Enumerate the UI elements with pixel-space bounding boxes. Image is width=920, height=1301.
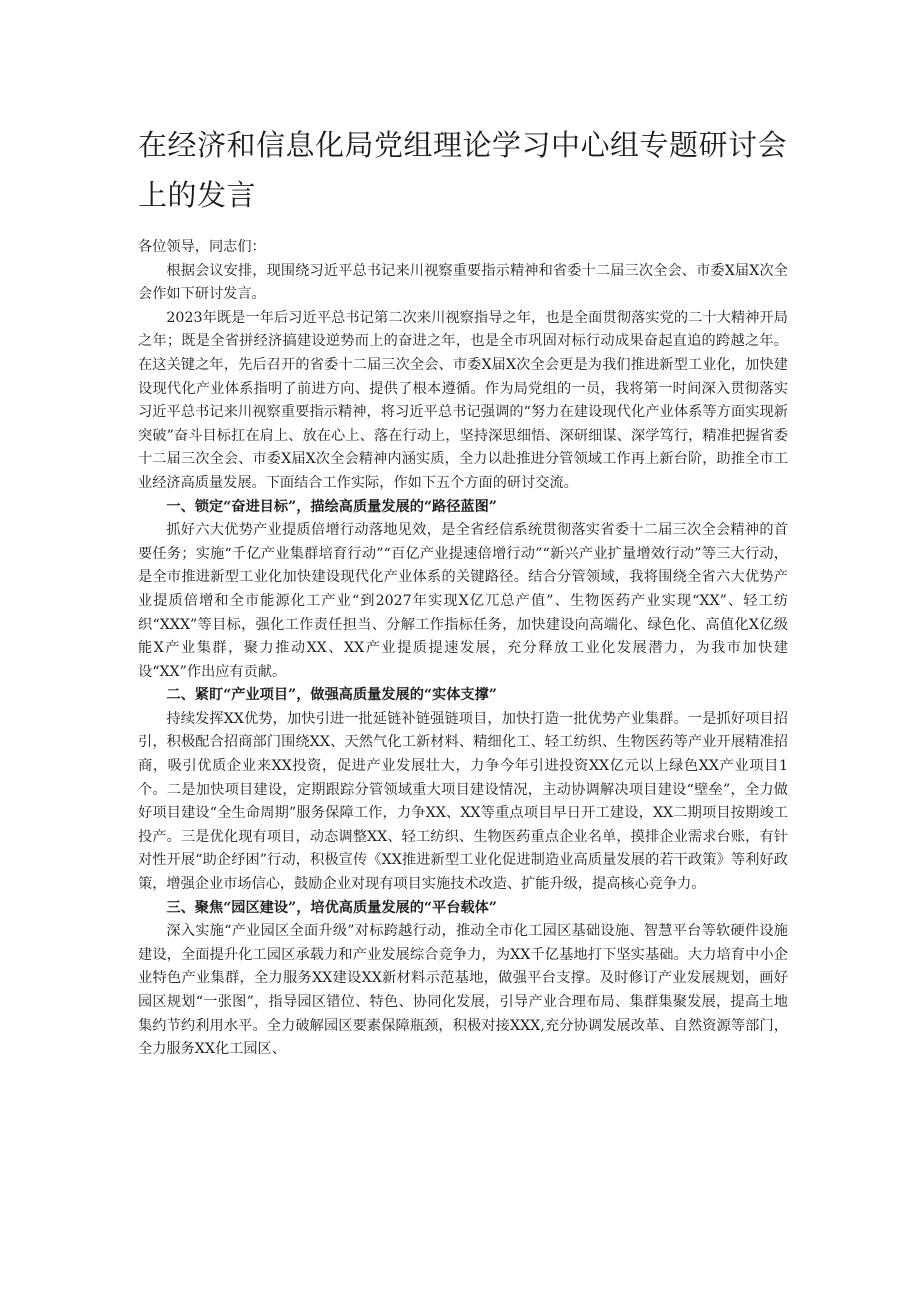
section-heading: 一、锁定“奋进目标”，描绘高质量发展的“路径蓝图”	[166, 498, 497, 515]
intro-paragraph-1: 根据会议安排，现围绕习近平总书记来川视察重要指示精神和省委十二届三次全会、市委X届X次全会作如下研讨发言。	[138, 262, 788, 303]
section-paragraph: 抓好六大优势产业提质倍增行动落地见效，是全省经信系统贯彻落实省委十二届三次全会精神的首要任务；实施“千亿产业集群培育行动”“百亿产业提速倍增行动”“新兴产业扩量增效行动”等三大行动，是全市推进新型工业化加快建设现代化产业体系的关键路径。结合分管领域，我将围绕全省六大优势产业提质倍增和全市能源化工产业“到2027年实现X亿兀总产值”、生物医药产业实现“XX”、轻工纺织“XXX”等目标，强化工作责任担当、分解工作指标任务，加快建设向高端化、绿色化、高值化X亿级能X产业集群，聚力推动XX、XX产业提质提速发展，充分释放工业化发展潜力，为我市加快建设“XX”作出应有贡献。	[138, 522, 788, 680]
section-3	[138, 897, 788, 1062]
salutation: 各位领导，同志们：	[138, 239, 266, 255]
section-2	[138, 684, 788, 896]
section-heading: 三、聚焦“园区建设”，培优高质量发展的“平台载体”	[166, 899, 497, 916]
intro-paragraph-2: 2023年既是一年后习近平总书记第二次来川视察指导之年，也是全面贯彻落实党的二十大精神开局之年；既是全省拼经济搞建设逆势而上的奋进之年，也是全市巩固对标行动成果奋起直追的跨越之年。在这关键之年，先后召开的省委十二届三次全会、市委X届X次全会更是为我们推进新型工业化，加快建设现代化产业体系指明了前进方向、提供了根本遵循。作为局党组的一员，我将第一时间深入贯彻落实习近平总书记来川视察重要指示精神，将习近平总书记强调的“努力在建设现代化产业体系等方面实现新突破”奋斗目标扛在肩上、放在心上、落在行动上，坚持深思细悟、深研细谋、深学笃行，精准把握省委十二届三次全会、市委X届X次全会精神内涵实质，全力以赴推进分管领域工作再上新台阶，助推全市工业经济高质量发展。下面结合工作实际，作如下五个方面的研讨交流。	[138, 309, 788, 491]
section-paragraph: 深入实施“产业园区全面升级”对标跨越行动，推动全市化工园区基础设施、智慧平台等软硬件设施建设，全面提升化工园区承载力和产业发展综合竞争力，为XX千亿基地打下坚实基础。大力培育中小企业特色产业集群，全力服务XX建设XX新材料示范基地，做强平台支撑。及时修订产业发展规划，画好园区规划“一张图”，指导园区错位、特色、协同化发展，引导产业合理布局、集群集聚发展，提高土地集约节约利用水平。全力破解园区要素保障瓶颈，积极对接XXX,充分协调发展改革、自然资源等部门，全力服务XX化工园区、	[138, 923, 788, 1058]
document-title: 在经济和信息化局党组理论学习中心组专题研讨会上的发言	[138, 128, 788, 212]
section-paragraph: 持续发挥XX优势，加快引进一批延链补链强链项目，加快打造一批优势产业集群。一是抓好项目招引，积极配合招商部门围绕XX、天然气化工新材料、精细化工、轻工纺织、生物医药等产业开展精准招商，吸引优质企业来XX投资，促进产业发展壮大，力争今年引进投资XX亿元以上绿色XX产业项目1个。二是加快项目建设，定期跟踪分管领域重大项目建设情况，主动协调解决项目建设“壁垒”，全力做好项目建设“全生命周期”服务保障工作，力争XX、XX等重点项目早日开工建设，XX二期项目按期竣工投产。三是优化现有项目，动态调整XX、轻工纺织、生物医药重点企业名单，摸排企业需求台账，有针对性开展“助企纾困”行动，积极宣传《XX推进新型工业化促进制造业高质量发展的若干政策》等利好政策，增强企业市场信心，鼓励企业对现有项目实施技术改造、扩能升级，提高核心竞争力。	[138, 710, 788, 893]
document-body	[138, 236, 788, 1062]
section-1	[138, 496, 788, 685]
document-page	[138, 120, 788, 1062]
section-heading: 二、紧盯“产业项目”，做强高质量发展的“实体支撑”	[166, 687, 497, 704]
